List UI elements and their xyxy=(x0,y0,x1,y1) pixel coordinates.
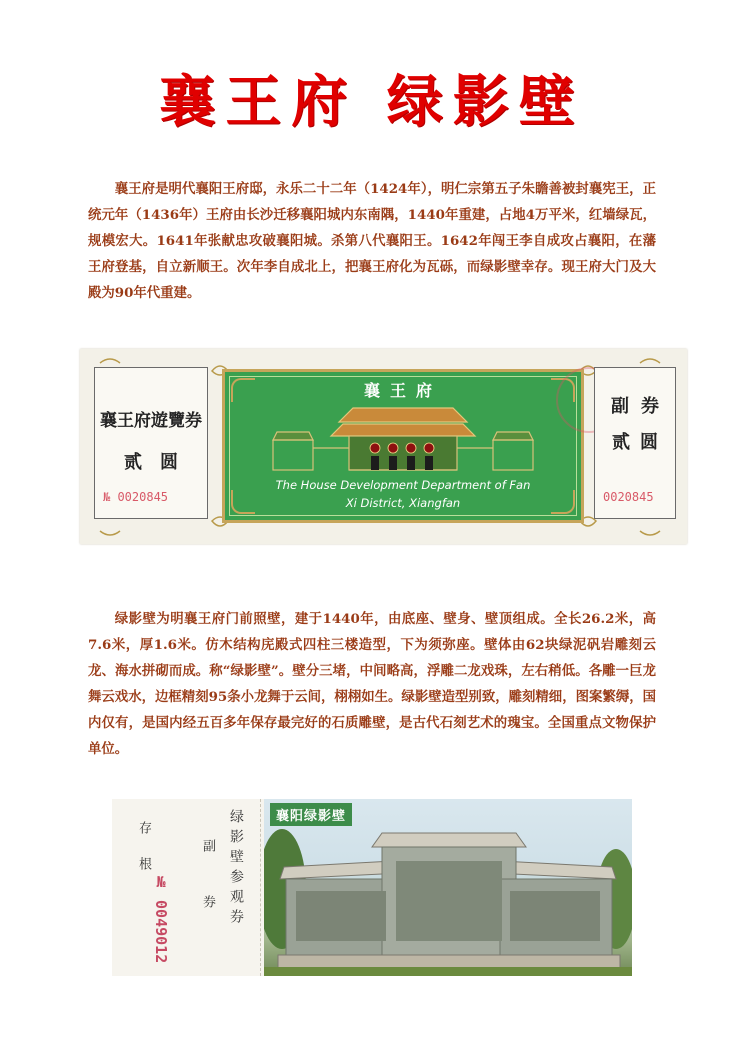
ticket-english-line1: The House Development Department of Fan xyxy=(275,478,531,492)
ticket-center-header: 襄王府 xyxy=(363,381,442,400)
green-screen-wall-admission-ticket xyxy=(112,799,632,976)
green-screen-wall-paragraph: 绿影壁为明襄王府门前照壁，建于1440年，由底座、壁身、壁顶组成。全长26.2米，高7.6米，厚1.6米。仿木结构庑殿式四柱三楼造型，下为须弥座。壁体由62块绿泥矾岩雕刻云龙、海水拼砌而成。称“绿影壁”。壁分三堵，中间略高，浮雕二龙戏珠，左右稍低。各雕一巨龙舞云戏水，边框精刻95条小龙舞于云间，栩栩如生。绿影壁造型别致，雕刻精细，图案繁缛，国内仅有，是国内经五百多年保存最完好的石质雕壁，是古代石刻艺术的瑰宝。全国重点文物保护单位。 xyxy=(88,611,656,757)
ticket-english-line2: Xi District, Xiangfan xyxy=(345,496,461,510)
ticket-name: 绿影壁参观券 xyxy=(228,809,244,929)
ticket-left-panel xyxy=(94,367,208,519)
green-screen-wall-photo xyxy=(264,799,632,976)
ticket-name: 襄王府遊覽券 xyxy=(100,411,202,431)
page-title: 襄王府 绿影壁 xyxy=(159,69,585,135)
ticket-price: 贰圆 xyxy=(124,452,196,473)
stub-copy-label: 副 券 xyxy=(200,839,215,922)
intro-paragraph: 襄王府是明代襄阳王府邸，永乐二十二年（1424年），明仁宗第五子朱瞻善被封襄宪王，正统元年（1436年）王府由长沙迁移襄阳城内东南隅，1440年重建，占地4万平米，红墙绿瓦，规模宏大。1641年张献忠攻破襄阳城。杀第八代襄阳王。1642年闯王李自成攻占襄阳，在藩王府登基，自立新顺王。次年李自成北上，把襄王府化为瓦砾，而绿影壁幸存。现王府大门及大殿为90年代重建。 xyxy=(88,181,656,301)
stub-name: 副券 xyxy=(611,396,671,417)
ticket-center-panel xyxy=(222,369,584,523)
ticket-stub-panel xyxy=(594,367,676,519)
photo-caption: 襄阳绿影壁 xyxy=(270,803,352,826)
stub-label: 存 根 xyxy=(136,821,151,874)
palace-gate-illustration-icon xyxy=(253,402,553,474)
stub-price: 贰圆 xyxy=(612,432,668,453)
ticket-stub xyxy=(112,799,261,976)
ticket-serial-number: № 0020845 xyxy=(103,490,169,504)
stub-serial-number: № 0049012 xyxy=(152,873,170,964)
stub-serial-number: 0020845 xyxy=(603,490,654,504)
xiangwangfu-admission-ticket xyxy=(80,349,687,544)
